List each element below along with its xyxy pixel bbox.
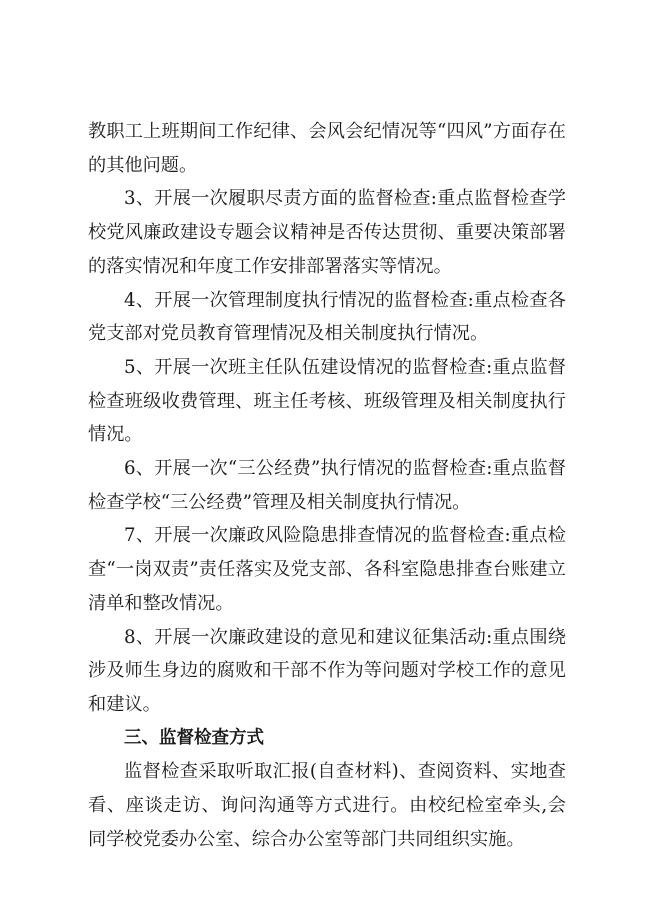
paragraph-item-4: 4、开展一次管理制度执行情况的监督检查:重点检查各党支部对党员教育管理情况及相关制度执行情况。 (88, 289, 566, 345)
paragraph-item-8: 8、开展一次廉政建设的意见和建议征集活动:重点围绕涉及师生身边的腐败和干部不作为等问题对学校工作的意见和建议。 (88, 626, 566, 715)
paragraph-method: 监督检查采取听取汇报(自查材料)、查阅资料、实地查看、座谈走访、询问沟通等方式进行。由校纪检室牵头,会同学校党委办公室、综合办公室等部门共同组织实施。 (88, 761, 566, 850)
document-body (88, 115, 566, 856)
section-heading: 三、监督检查方式 (124, 727, 264, 748)
paragraph-item-3: 3、开展一次履职尽责方面的监督检查:重点监督检查学校党风廉政建设专题会议精神是否传达贯彻、重要决策部署的落实情况和年度工作安排部署落实等情况。 (88, 188, 566, 277)
paragraph-continuation: 教职工上班期间工作纪律、会风会纪情况等“四风”方面存在的其他问题。 (88, 121, 566, 176)
paragraph-item-7: 7、开展一次廉政风险隐患排查情况的监督检查:重点检查“一岗双责”责任落实及党支部、各科室隐患排查台账建立清单和整改情况。 (88, 525, 566, 614)
paragraph-item-5: 5、开展一次班主任队伍建设情况的监督检查:重点监督检查班级收费管理、班主任考核、班级管理及相关制度执行情况。 (88, 356, 566, 446)
paragraph-item-6: 6、开展一次“三公经费”执行情况的监督检查:重点监督检查学校“三公经费”管理及相关制度执行情况。 (88, 458, 566, 513)
